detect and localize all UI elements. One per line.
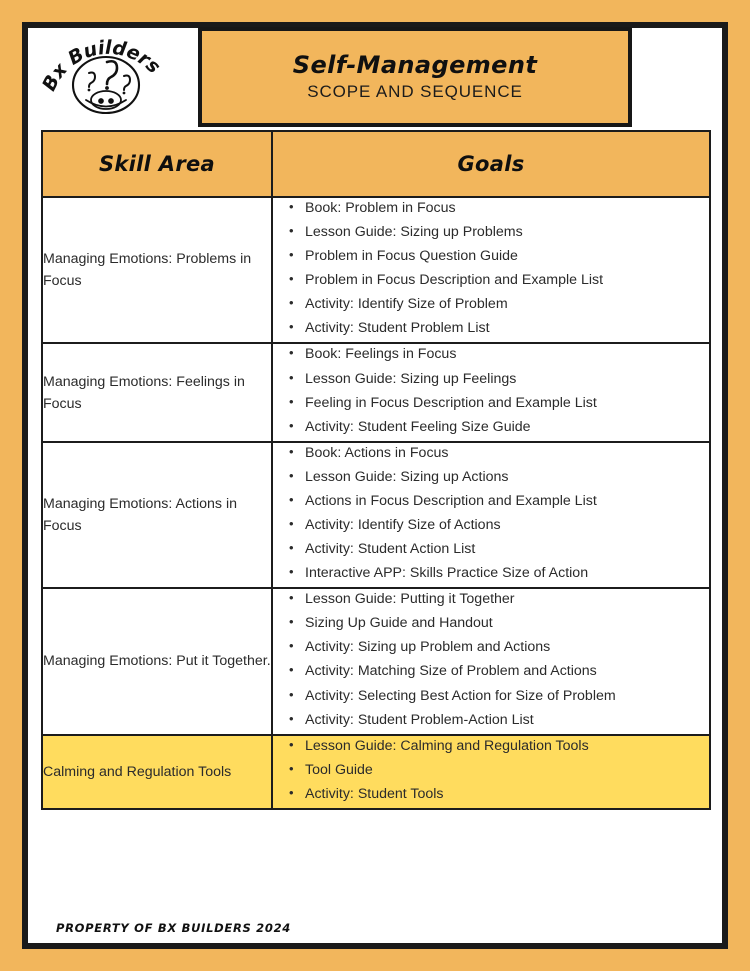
goals-cell bbox=[272, 343, 710, 441]
goals-cell bbox=[272, 588, 710, 734]
goal-list-item: • Activity: Identify Size of Actions bbox=[303, 515, 709, 537]
table-row bbox=[42, 197, 710, 343]
skill-area-cell bbox=[42, 442, 272, 588]
column-header-skill-area bbox=[42, 131, 272, 197]
goal-list-item: • Activity: Identify Size of Problem bbox=[303, 294, 709, 316]
table-header-row bbox=[42, 131, 710, 197]
skill-area-label: Managing Emotions: Problems in Focus bbox=[43, 251, 252, 290]
page-title: Self-Management bbox=[292, 51, 538, 79]
goals-list bbox=[273, 736, 709, 806]
table-row bbox=[42, 735, 710, 809]
bx-builders-logo bbox=[36, 28, 186, 120]
scope-and-sequence-table bbox=[41, 130, 709, 810]
goal-list-item: • Tool Guide bbox=[303, 760, 709, 782]
skill-area-cell bbox=[42, 588, 272, 734]
goal-list-item: • Activity: Matching Size of Problem and Actions bbox=[303, 661, 709, 683]
goals-cell bbox=[272, 442, 710, 588]
goal-list-item: • Interactive APP: Skills Practice Size of Action bbox=[303, 563, 709, 585]
page-subtitle: SCOPE AND SEQUENCE bbox=[307, 81, 523, 101]
goals-list bbox=[273, 589, 709, 731]
goal-list-item: • Activity: Student Tools bbox=[303, 784, 709, 806]
goal-list-item: • Activity: Selecting Best Action for Size of Problem bbox=[303, 686, 709, 708]
column-header-skill-area-label: Skill Area bbox=[98, 152, 216, 176]
goals-list bbox=[273, 198, 709, 340]
svg-text:Bx Builders: Bx Builders bbox=[38, 36, 165, 95]
column-header-goals bbox=[272, 131, 710, 197]
goal-list-item: • Activity: Student Action List bbox=[303, 539, 709, 561]
goal-list-item: • Book: Problem in Focus bbox=[303, 198, 709, 220]
document-header bbox=[22, 22, 728, 118]
goals-list bbox=[273, 344, 709, 438]
goal-list-item: • Lesson Guide: Calming and Regulation Tools bbox=[303, 736, 709, 758]
column-header-goals-label: Goals bbox=[457, 152, 525, 176]
goal-list-item: • Actions in Focus Description and Example List bbox=[303, 491, 709, 513]
goal-list-item: • Book: Feelings in Focus bbox=[303, 344, 709, 366]
table-body bbox=[42, 197, 710, 809]
skill-area-label: Calming and Regulation Tools bbox=[43, 763, 232, 780]
goal-list-item: • Activity: Sizing up Problem and Actions bbox=[303, 637, 709, 659]
goal-list-item: • Activity: Student Problem-Action List bbox=[303, 710, 709, 732]
skill-area-cell bbox=[42, 197, 272, 343]
goal-list-item: • Activity: Student Problem List bbox=[303, 318, 709, 340]
skill-area-label: Managing Emotions: Feelings in Focus bbox=[43, 373, 245, 412]
goal-list-item: • Sizing Up Guide and Handout bbox=[303, 613, 709, 635]
goal-list-item: • Lesson Guide: Sizing up Feelings bbox=[303, 369, 709, 391]
skill-area-cell bbox=[42, 735, 272, 809]
goal-list-item: • Problem in Focus Question Guide bbox=[303, 246, 709, 268]
goal-list-item: • Lesson Guide: Sizing up Problems bbox=[303, 222, 709, 244]
goal-list-item: • Problem in Focus Description and Example List bbox=[303, 270, 709, 292]
goals-cell bbox=[272, 197, 710, 343]
title-banner bbox=[198, 27, 632, 127]
table-row bbox=[42, 343, 710, 441]
goal-list-item: • Feeling in Focus Description and Example List bbox=[303, 393, 709, 415]
goals-list bbox=[273, 443, 709, 585]
goal-list-item: • Book: Actions in Focus bbox=[303, 443, 709, 465]
skill-area-cell bbox=[42, 343, 272, 441]
goal-list-item: • Activity: Student Feeling Size Guide bbox=[303, 417, 709, 439]
skill-area-label: Managing Emotions: Put it Together. bbox=[43, 653, 271, 670]
goal-list-item: • Lesson Guide: Sizing up Actions bbox=[303, 467, 709, 489]
table-row bbox=[42, 442, 710, 588]
skill-area-label: Managing Emotions: Actions in Focus bbox=[43, 496, 238, 535]
footer-copyright: PROPERTY OF BX BUILDERS 2024 bbox=[56, 921, 291, 935]
table-row bbox=[42, 588, 710, 734]
goals-cell bbox=[272, 735, 710, 809]
goal-list-item: • Lesson Guide: Putting it Together bbox=[303, 589, 709, 611]
